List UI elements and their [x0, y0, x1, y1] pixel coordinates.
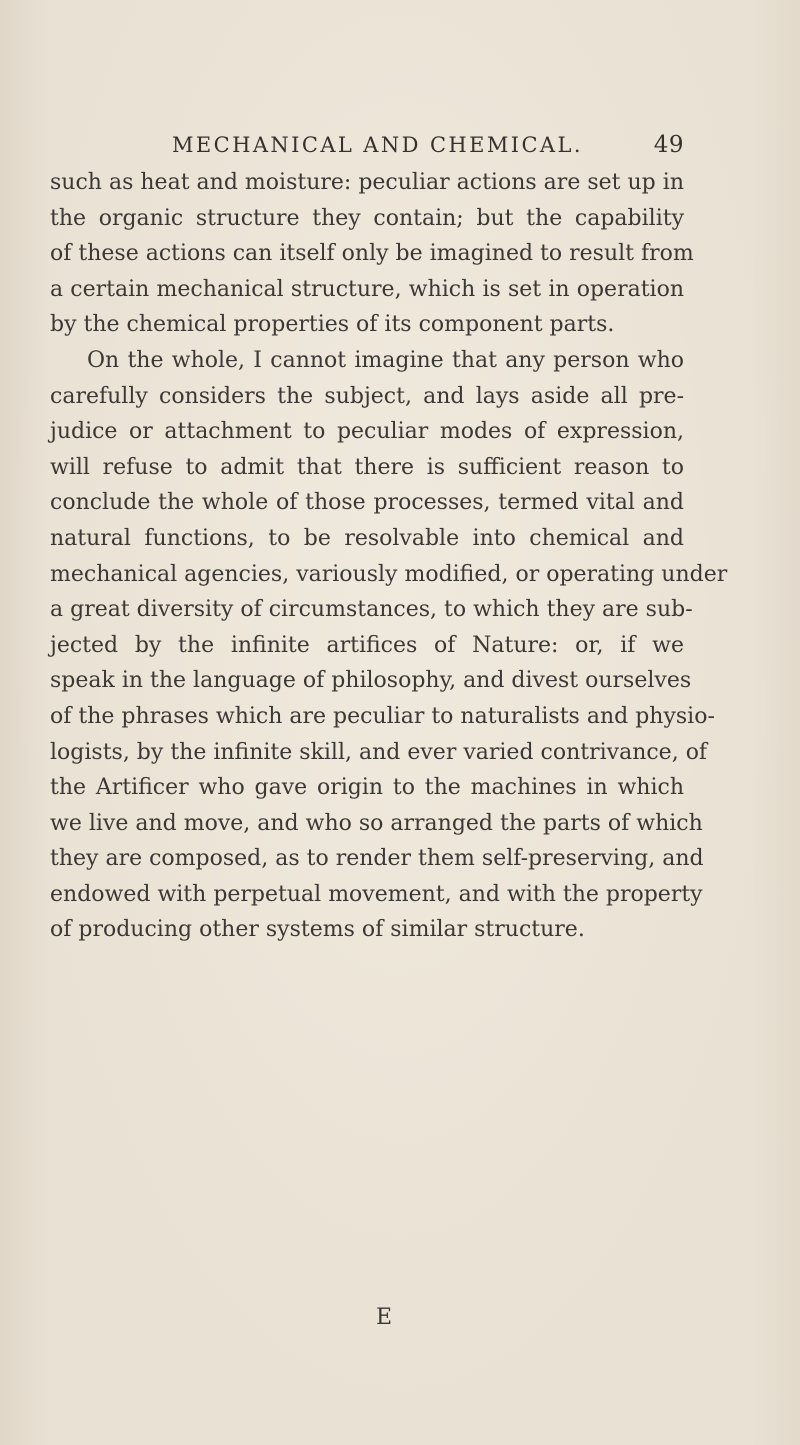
text-line: carefully considers the subject, and lays aside all pre-	[50, 383, 684, 409]
running-head-title: MECHANICAL AND CHEMICAL.	[172, 133, 583, 157]
text-line: of the phrases which are peculiar to naturalists and physio-	[50, 703, 715, 729]
text-line: by the chemical properties of its component parts.	[50, 312, 615, 338]
text-line: they are composed, as to render them self-preserving, and	[50, 846, 704, 872]
text-line: such as heat and moisture: peculiar actions are set up in	[50, 170, 684, 195]
text-line: a great diversity of circumstances, to which they are sub-	[50, 597, 693, 623]
text-line: On the whole, I cannot imagine that any person who	[87, 347, 684, 373]
text-line: of producing other systems of similar structure.	[50, 917, 585, 943]
text-line: natural functions, to be resolvable into chemical and	[50, 525, 684, 551]
signature-mark: E	[376, 1305, 393, 1330]
text-line: mechanical agencies, variously modified, or operating under	[50, 561, 728, 587]
text-line: will refuse to admit that there is sufficient reason to	[50, 454, 684, 480]
text-line: conclude the whole of those processes, termed vital and	[50, 490, 684, 516]
text-line: logists, by the infinite skill, and ever varied contrivance, of	[50, 739, 708, 765]
text-line: speak in the language of philosophy, and divest ourselves	[50, 668, 692, 694]
running-head	[172, 132, 684, 162]
text-line: the organic structure they contain; but the capability	[50, 205, 684, 231]
text-line: a certain mechanical structure, which is set in operation	[50, 276, 684, 302]
text-line: the Artificer who gave origin to the machines in which	[50, 775, 684, 801]
page-number: 49	[653, 132, 684, 158]
text-line: jected by the infinite artifices of Nature: or, if we	[50, 632, 684, 658]
body-text	[50, 165, 728, 948]
text-line: of these actions can itself only be imagined to result from	[50, 241, 694, 267]
text-line: we live and move, and who so arranged the parts of which	[50, 810, 703, 836]
text-line: endowed with perpetual movement, and with the property	[50, 881, 703, 907]
text-line: judice or attachment to peculiar modes of expression,	[50, 419, 684, 445]
